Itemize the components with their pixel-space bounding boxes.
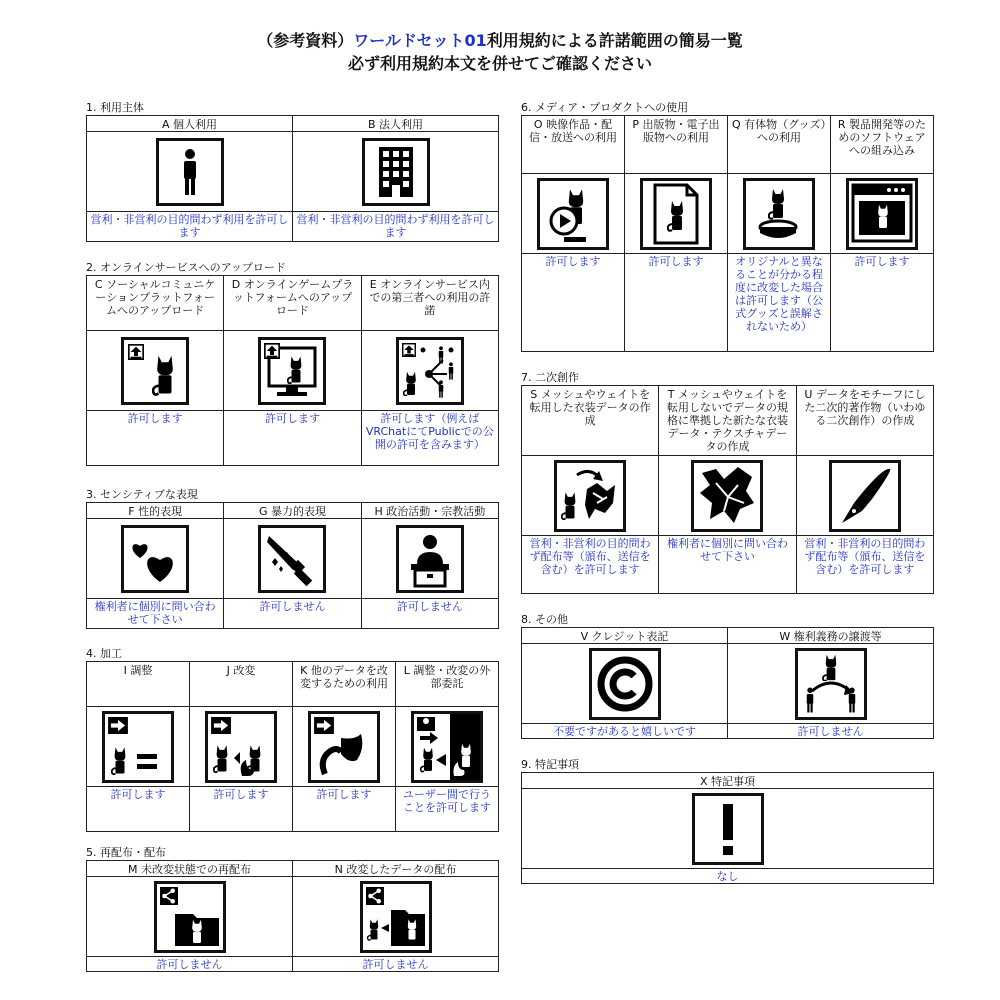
building-icon: [362, 138, 430, 206]
label-n: N 改変したデータの配布: [293, 861, 499, 877]
transfer-rights-icon: [795, 648, 867, 720]
podium-icon: [396, 525, 464, 593]
section-2: [86, 260, 499, 466]
pen-icon: [829, 460, 901, 532]
section-3-table: [86, 502, 499, 629]
title-suffix: 利用規約による許諾範囲の簡易一覧: [486, 31, 743, 50]
exclamation-icon: [692, 793, 764, 865]
mesh-transfer-icon: [554, 460, 626, 532]
section-title: 2. オンラインサービスへのアップロード: [86, 261, 286, 274]
label-q: Q 有体物（グッズ）への利用: [728, 116, 831, 174]
section-4-table: [86, 661, 499, 832]
section-5: [86, 845, 499, 972]
note-s: 営利・非営利の目的問わず配布等（頒布、送信を含む）を許可します: [522, 536, 659, 594]
note-f: 権利者に個別に問い合わせて下さい: [87, 599, 224, 629]
section-6: [521, 100, 934, 352]
copyright-icon: [589, 648, 661, 720]
note-a: 営利・非営利の目的問わず利用を許可します: [87, 212, 293, 242]
note-h: 許可しません: [361, 599, 498, 629]
note-m: 許可しません: [87, 957, 293, 972]
section-title: 1. 利用主体: [86, 101, 144, 114]
page-title: [0, 28, 1000, 51]
note-c: 許可します: [87, 411, 224, 466]
note-l: ユーザー間で行うことを許可します: [396, 787, 499, 832]
title-prefix: （参考資料）: [257, 31, 354, 50]
section-title: 3. センシティブな表現: [86, 488, 198, 501]
label-p: P 出版物・電子出版物への利用: [625, 116, 728, 174]
note-o: 許可します: [522, 254, 625, 352]
section-7-table: [521, 385, 934, 594]
label-e: E オンラインサービス内での第三者への利用の許諾: [361, 276, 498, 331]
section-1-table: [86, 115, 499, 242]
label-t: T メッシュやウェイトを転用しないでデータの規格に準拠した新たな衣装データ・テクスチャデータの作成: [659, 386, 796, 456]
label-m: M 未改変状態での再配布: [87, 861, 293, 877]
note-n: 許可しません: [293, 957, 499, 972]
note-t: 権利者に個別に問い合わせて下さい: [659, 536, 796, 594]
section-title: 5. 再配布・配布: [86, 846, 166, 859]
note-d: 許可します: [224, 411, 361, 466]
label-d: D オンラインゲームプラットフォームへのアップロード: [224, 276, 361, 331]
note-x: なし: [522, 869, 934, 884]
label-g: G 暴力的表現: [224, 503, 361, 519]
note-u: 営利・非営利の目的問わず配布等（頒布、送信を含む）を許可します: [796, 536, 933, 594]
section-2-table: [86, 275, 499, 466]
note-p: 許可します: [625, 254, 728, 352]
label-o: O 映像作品・配信・放送への利用: [522, 116, 625, 174]
distribute-modified-icon: [360, 881, 432, 953]
note-j: 許可します: [190, 787, 293, 832]
label-l: L 調整・改変の外部委託: [396, 662, 499, 707]
page-subtitle: 必ず利用規約本文を併せてご確認ください: [347, 54, 652, 73]
modify-icon: [205, 711, 277, 783]
label-c: C ソーシャルコミュニケーションプラットフォームへのアップロード: [87, 276, 224, 331]
redistribute-icon: [154, 881, 226, 953]
section-5-table: [86, 860, 499, 972]
video-icon: [537, 178, 609, 250]
software-window-icon: [846, 178, 918, 250]
label-r: R 製品開発等のためのソフトウェアへの組み込み: [831, 116, 934, 174]
title-highlight: ワールドセット01: [353, 31, 487, 50]
knife-icon: [258, 525, 326, 593]
label-w: W 権利義務の譲渡等: [728, 628, 934, 644]
label-b: B 法人利用: [293, 116, 499, 132]
label-i: I 調整: [87, 662, 190, 707]
section-title: 7. 二次創作: [521, 371, 579, 384]
section-7: [521, 370, 934, 594]
note-i: 許可します: [87, 787, 190, 832]
label-a: A 個人利用: [87, 116, 293, 132]
section-8-table: [521, 627, 934, 739]
section-6-table: [521, 115, 934, 352]
note-b: 営利・非営利の目的問わず利用を許可します: [293, 212, 499, 242]
upload-game-icon: [258, 337, 326, 405]
label-u: U データをモチーフにした二次的著作物（いわゆる二次創作）の作成: [796, 386, 933, 456]
section-1: [86, 100, 499, 242]
note-r: 許可します: [831, 254, 934, 352]
use-for-modify-icon: [308, 711, 380, 783]
note-g: 許可しません: [224, 599, 361, 629]
outsource-icon: [411, 711, 483, 783]
hearts-icon: [121, 525, 189, 593]
figure-icon: [743, 178, 815, 250]
label-f: F 性的表現: [87, 503, 224, 519]
label-s: S メッシュやウェイトを転用した衣装データの作成: [522, 386, 659, 456]
label-x: X 特記事項: [522, 773, 934, 789]
section-9: [521, 757, 934, 884]
section-title: 9. 特記事項: [521, 758, 579, 771]
section-8: [521, 612, 934, 739]
note-v: 不要ですがあると嬉しいです: [522, 724, 728, 739]
section-9-table: [521, 772, 934, 884]
label-h: H 政治活動・宗教活動: [361, 503, 498, 519]
label-j: J 改変: [190, 662, 293, 707]
section-title: 8. その他: [521, 613, 568, 626]
note-e: 許可します（例えばVRChatにてPublicでの公開の許可を含みます）: [361, 411, 498, 466]
note-q: オリジナルと異なることが分かる程度に改変した場合は許可します（公式グッズと誤解されないため）: [728, 254, 831, 352]
document-icon: [640, 178, 712, 250]
label-k: K 他のデータを改変するための利用: [293, 662, 396, 707]
section-3: [86, 487, 499, 629]
adjust-icon: [102, 711, 174, 783]
upload-social-icon: [121, 337, 189, 405]
section-4: [86, 646, 499, 832]
note-w: 許可しません: [728, 724, 934, 739]
cloth-icon: [691, 460, 763, 532]
label-v: V クレジット表記: [522, 628, 728, 644]
share-third-party-icon: [396, 337, 464, 405]
section-title: 4. 加工: [86, 647, 122, 660]
person-icon: [156, 138, 224, 206]
section-title: 6. メディア・プロダクトへの使用: [521, 101, 689, 114]
note-k: 許可します: [293, 787, 396, 832]
